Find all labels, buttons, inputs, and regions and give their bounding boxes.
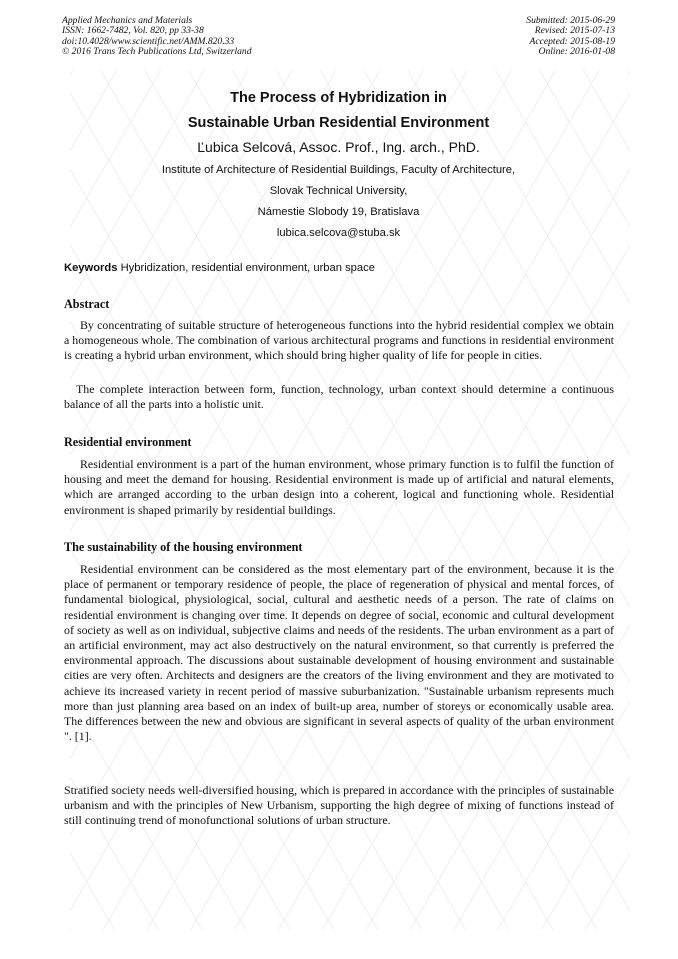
paper-title-line1: The Process of Hybridization in (230, 90, 447, 106)
keywords-label: Keywords (64, 262, 118, 274)
date-submitted: Submitted: 2015-06-29 (526, 15, 615, 26)
affiliation-line2: Slovak Technical University, (269, 185, 408, 197)
journal-name: Applied Mechanics and Materials (62, 15, 193, 26)
sustainability-paragraph-2: Stratified society needs well-diversified housing, which is prepared in accordance with the principles of sustainable urbanism and with the principles of New Urbanism, supporting the high degree of mixing of functions instead of still continuing trend of monofunctional solutions of urban structure. (64, 783, 614, 828)
abstract-heading: Abstract (64, 297, 110, 311)
paper-title-line2: Sustainable Urban Residential Environment (187, 115, 490, 131)
date-online: Online: 2016-01-08 (538, 46, 615, 58)
abstract-paragraph-1: By concentrating of suitable structure of heterogeneous functions into the hybrid residential complex we obtain a homogeneous whole. The combination of various architectural programs and functions in residential environment is creating a hybrid urban environment, which should bring higher quality of life for people in cities. (64, 318, 614, 363)
journal-header (62, 16, 615, 58)
keywords (64, 262, 617, 274)
date-revised: Revised: 2015-07-13 (534, 25, 615, 37)
sustainability-heading: The sustainability of the housing environment (64, 540, 303, 554)
journal-info (62, 16, 252, 58)
journal-issn: ISSN: 1662-7482, Vol. 820, pp 33-38 (62, 25, 204, 37)
author-name: Ľubica Selcová, Assoc. Prof., Ing. arch., PhD. (197, 139, 480, 155)
affiliation-line1: Institute of Architecture of Residential Buildings, Faculty of Architecture, (161, 164, 516, 176)
affiliation-line3: Námestie Slobody 19, Bratislava (257, 206, 420, 218)
date-accepted: Accepted: 2015-08-19 (529, 35, 615, 47)
sustainability-paragraph-1: Residential environment can be considered as the most elementary part of the environment, because it is the place of permanent or temporary residence of people, the place of regeneration of physical and mental forces, of fundamental biological, physiological, social, cultural and aesthetic needs of a person. The rate of claims on residential environment is changing over time. It depends on degree of social, economic and cultural development of society as well as on individual, subjective claims and needs of the residents. The urban environment as a part of an artificial environment, may act also destructively on the natural environment, so that currently is preferred the environmental approach. The discussions about sustainable development of housing environment and sustainable cities are very often. Architects and designers are the creators of the living environment and they are motivated to achieve its increased variety in recent period of massive suburbanization. "Sustainable urbanism represents much more than just planning area based on an index of built-up area, number of storeys or economically usable area. The differences between the new and obvious are significant in several aspects of quality of the urban environment ". [1]. (64, 562, 614, 744)
author-email: lubica.selcova@stuba.sk (276, 227, 401, 239)
residential-heading: Residential environment (64, 435, 192, 449)
keywords-text: Hybridization, residential environment, urban space (120, 262, 375, 274)
journal-doi: doi:10.4028/www.scientific.net/AMM.820.33 (62, 35, 235, 47)
journal-copyright: © 2016 Trans Tech Publications Ltd, Switzerland (62, 46, 252, 58)
residential-paragraph-1: Residential environment is a part of the human environment, whose primary function is to fulfil the function of housing and meet the demand for housing. Residential environment is made up of artificial and natural elements, which are arranged according to the urban design into a coherent, logical and functioning whole. Residential environment is shaped primarily by residential buildings. (64, 457, 614, 517)
abstract-paragraph-2: The complete interaction between form, function, technology, urban context should determine a continuous balance of all the parts into a holistic unit. (64, 382, 614, 412)
article-dates (526, 16, 615, 58)
